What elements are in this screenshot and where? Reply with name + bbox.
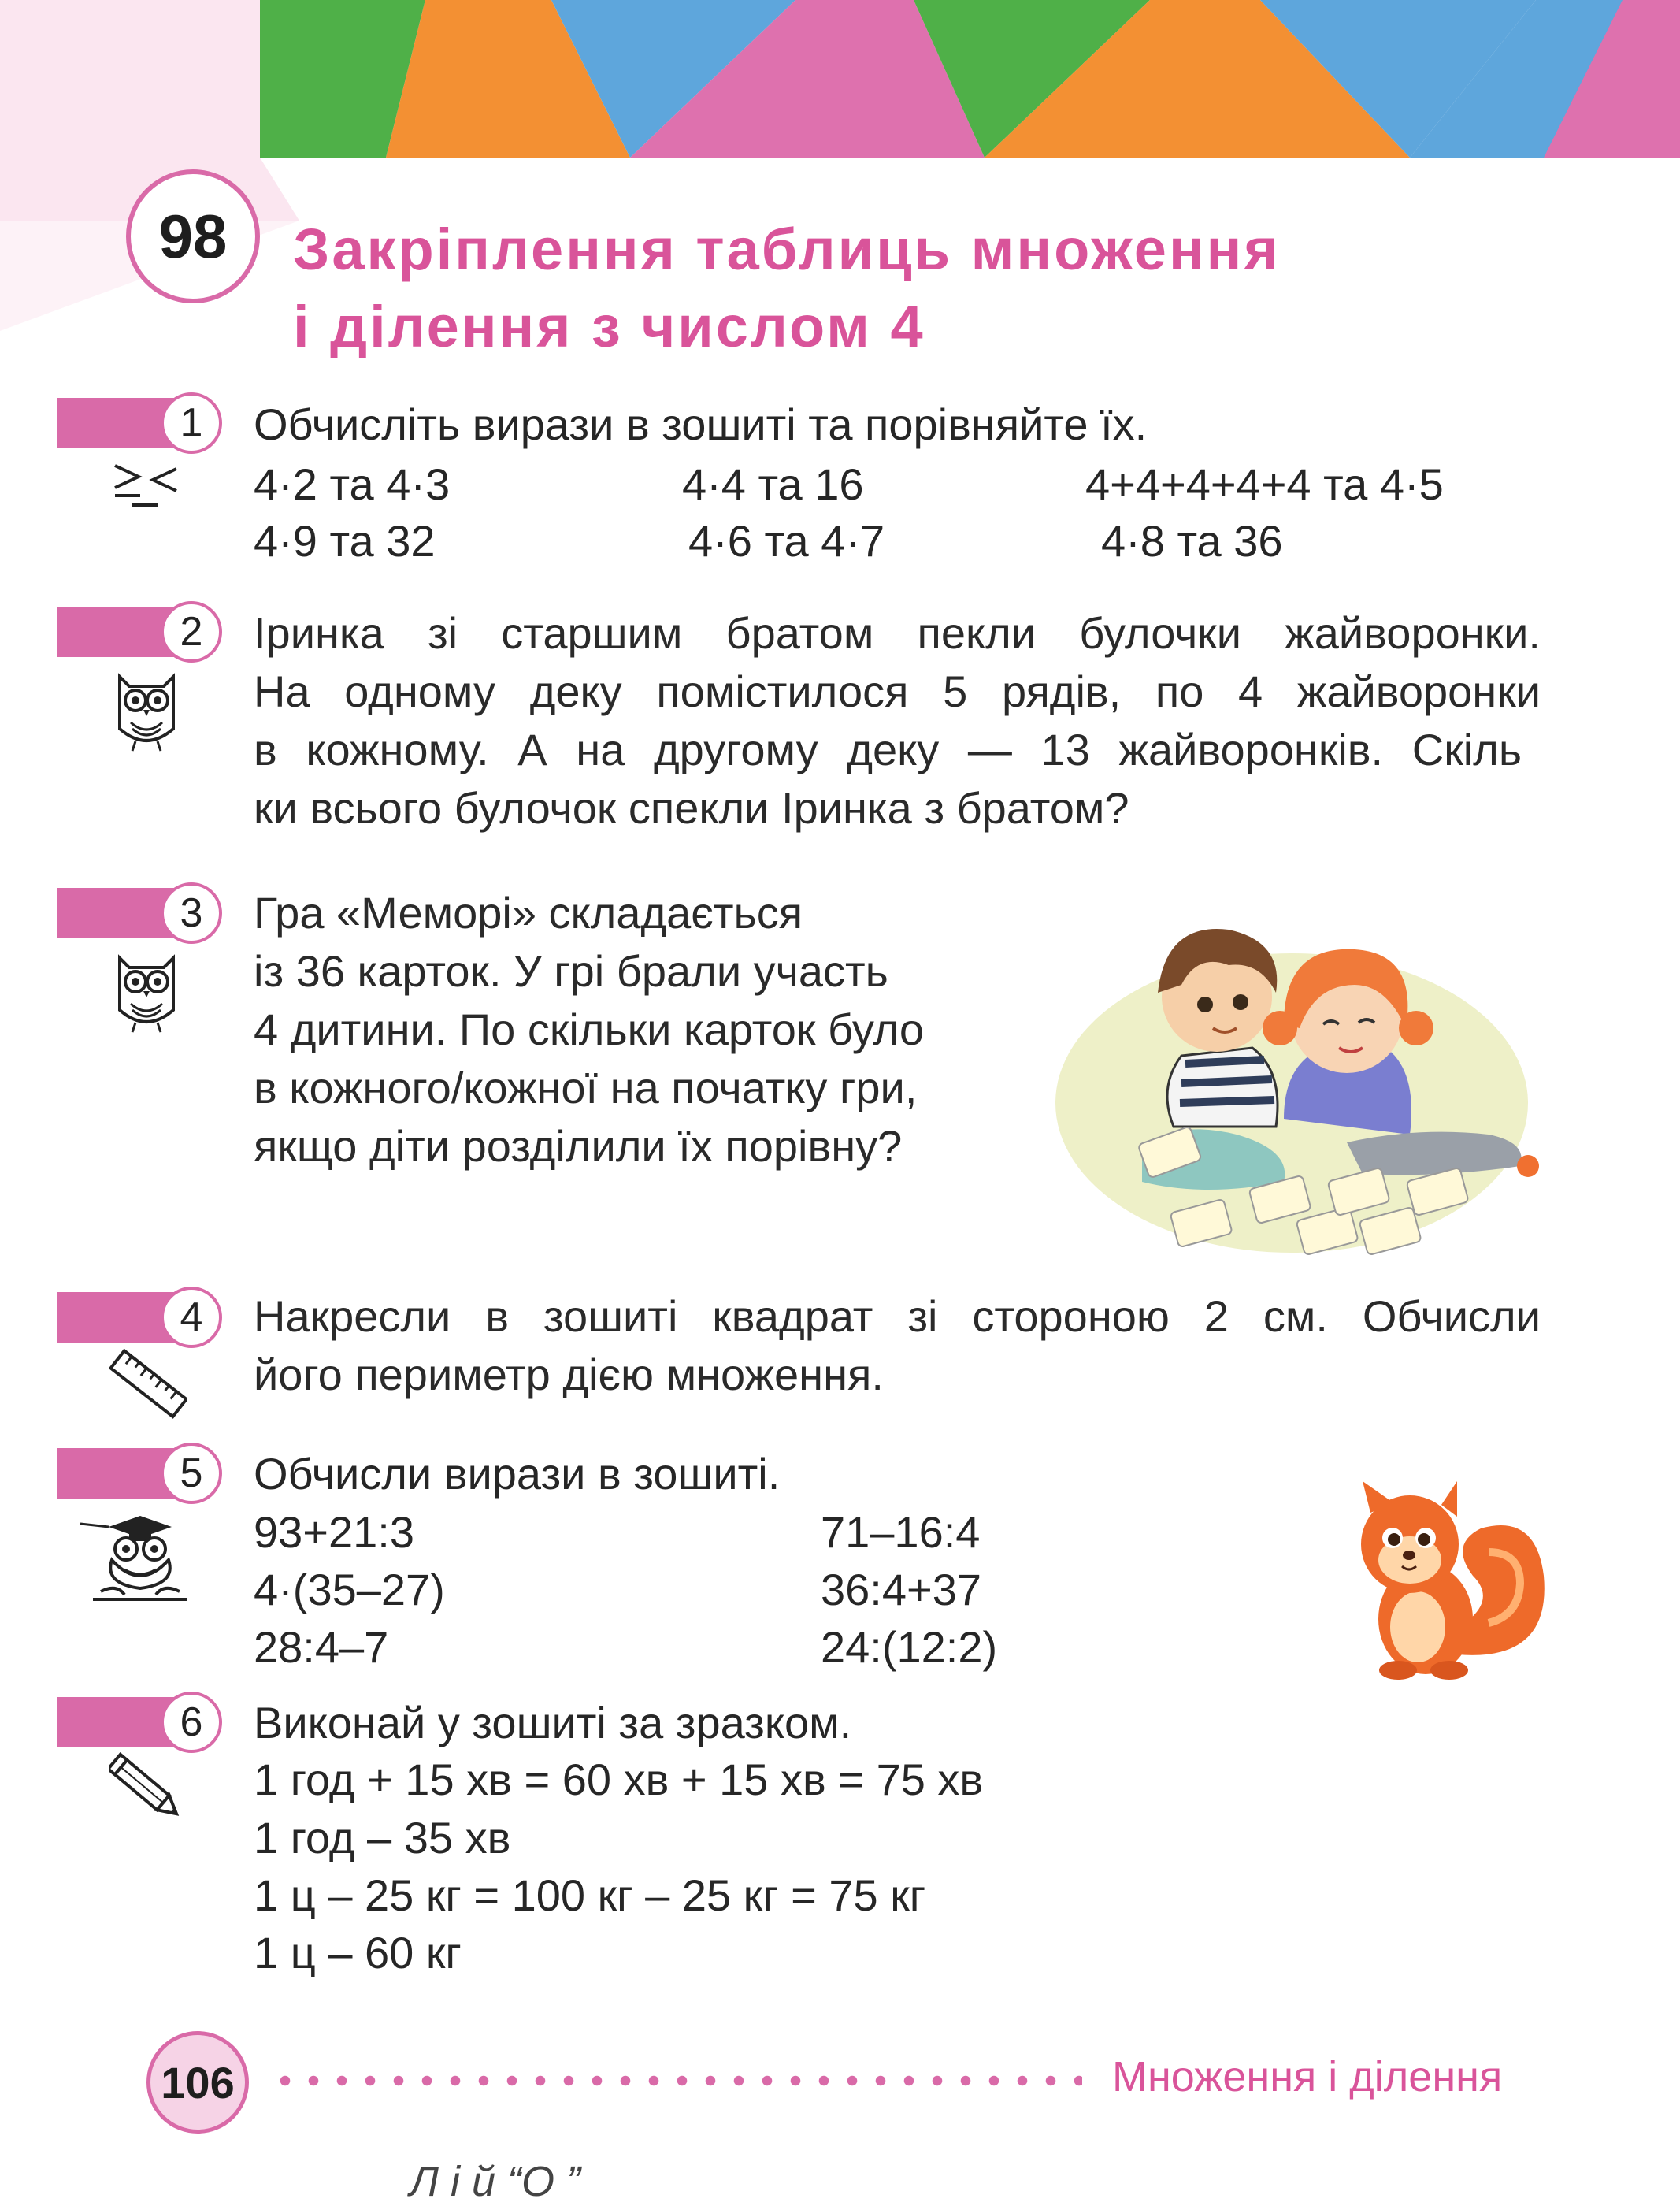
task-number-badge (161, 1287, 222, 1348)
squirrel-illustration (1339, 1481, 1552, 1686)
task-number-badge (161, 882, 222, 944)
task5-expr: 24:(12:2) (821, 1622, 998, 1672)
compare-signs-icon (109, 461, 181, 511)
task1-expr: 4·2 та 4·3 (254, 459, 451, 509)
task5-instruction: Обчисли вирази в зошиті. (254, 1449, 781, 1499)
task3-line: в кожного/кожної на початку гри, (254, 1063, 918, 1112)
task1-expr: 4·9 та 32 (254, 516, 436, 566)
task4-line: Накресли в зошиті квадрат зі стороною 2 см. Обчисли (254, 1291, 1541, 1341)
task4-line: його периметр дією множення. (254, 1350, 884, 1399)
task3-text (254, 884, 924, 1175)
task5-expr: 71–16:4 (821, 1507, 981, 1557)
pencil-icon (109, 1751, 187, 1829)
lesson-title (293, 211, 1281, 366)
task1-expr: 4·4 та 16 (682, 459, 864, 509)
task5-expr: 28:4–7 (254, 1622, 389, 1672)
task5-expr: 36:4+37 (821, 1565, 981, 1614)
task6-line: 1 год + 15 хв = 60 хв + 15 хв = 75 хв (254, 1755, 984, 1804)
task3-line: із 36 карток. У грі брали участь (254, 946, 888, 996)
lesson-title-line2: і ділення з числом 4 (293, 294, 925, 359)
task-number: 1 (180, 400, 203, 446)
task3-line: Гра «Меморі» складається (254, 888, 803, 938)
task6-instruction: Виконай у зошиті за зразком. (254, 1698, 852, 1747)
task5-expr: 93+21:3 (254, 1507, 414, 1557)
task3-line: якщо діти розділили їх порівну? (254, 1121, 903, 1171)
page-number: 106 (161, 2057, 235, 2108)
task-number: 6 (180, 1699, 203, 1745)
task2-line: ки всього булочок спекли Іринка з братом? (254, 783, 1129, 833)
children-playing-cards-illustration (1048, 867, 1559, 1261)
task6-line: 1 год – 35 хв (254, 1813, 511, 1862)
task1-instruction: Обчисліть вирази в зошиті та порівняйте їх. (254, 399, 1148, 449)
frog-graduate-icon (77, 1513, 195, 1607)
task4-text (254, 1287, 1541, 1404)
ruler-icon (109, 1349, 187, 1420)
task-number-badge (161, 1692, 222, 1753)
section-title: Множення і ділення (1112, 2053, 1503, 2100)
task3-line: 4 дитини. По скільки карток було (254, 1005, 925, 1054)
task6-line: 1 ц – 60 кг (254, 1928, 462, 1978)
task6-line: 1 ц – 25 кг = 100 кг – 25 кг = 75 кг (254, 1870, 926, 1920)
lesson-number: 98 (158, 201, 228, 271)
task-marker-bar (57, 1448, 175, 1499)
task-number: 5 (180, 1450, 203, 1496)
task1-expr: 4·8 та 36 (1101, 516, 1283, 566)
lesson-title-line1: Закріплення таблиць множення (293, 217, 1281, 282)
task1-expr: 4+4+4+4+4 та 4·5 (1085, 459, 1444, 509)
owl-icon (109, 947, 184, 1035)
task2-line: в кожному. А на другому деку — 13 жайворонків. Скіль (254, 725, 1522, 774)
task5-expr: 4·(35–27) (254, 1565, 445, 1614)
task-marker-bar (57, 888, 175, 938)
task2-line: На одному деку помістилося 5 рядів, по 4 жайворонки (254, 667, 1541, 716)
task-number-badge (161, 1443, 222, 1504)
dotted-divider (271, 2075, 1082, 2086)
task-number: 3 (180, 890, 203, 936)
task1-expr: 4·6 та 4·7 (688, 516, 885, 566)
task-marker-bar (57, 398, 175, 448)
page-number-badge (146, 2031, 249, 2134)
task-marker-bar (57, 607, 175, 657)
lesson-number-badge (126, 169, 260, 303)
task-number: 4 (180, 1294, 203, 1340)
task2-line: Іринка зі старшим братом пекли булочки жайворонки. (254, 608, 1541, 658)
task-marker-bar (57, 1697, 175, 1747)
cut-off-bottom-text: Л і й “О ” (410, 2158, 581, 2205)
task-number: 2 (180, 609, 203, 655)
task2-text (254, 604, 1541, 837)
task-number-badge (161, 601, 222, 663)
task-marker-bar (57, 1292, 175, 1343)
owl-icon (109, 666, 184, 754)
task-number-badge (161, 392, 222, 454)
